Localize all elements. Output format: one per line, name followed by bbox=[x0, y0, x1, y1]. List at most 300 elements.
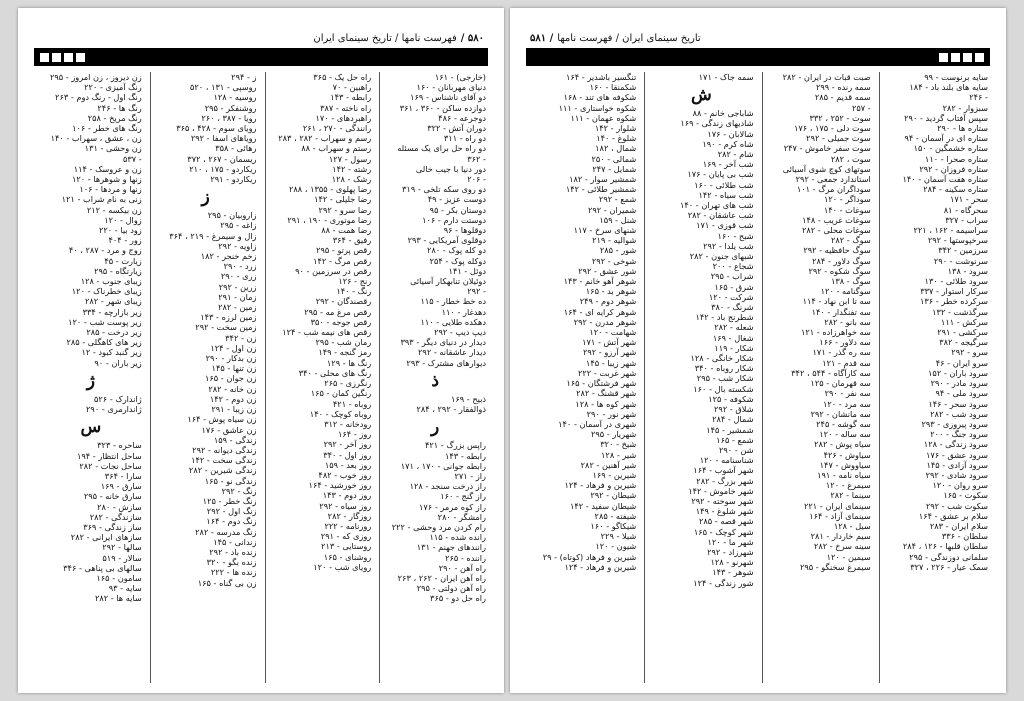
index-entry: رضا سرو - ۲۹۲ bbox=[318, 204, 372, 215]
index-entry: سیمین - ۱۲۰ bbox=[826, 551, 871, 562]
index-entry: راپس بزرگ - ۴۲۱ bbox=[425, 440, 486, 451]
index-entry: سوداگران مرگ - ۱۰۱ bbox=[796, 184, 871, 195]
index-entry: زن ، عشق ، سهراب - ۱۴۰ bbox=[50, 133, 142, 144]
index-entry: راز گنج - ۱۶۰ bbox=[440, 491, 486, 502]
index-entry: شوهر بد - ۱۶۵ bbox=[585, 286, 637, 297]
index-entry: زخم خنجر - ۱۸۲ bbox=[200, 251, 257, 262]
index-entry: سازهای ایرانی - ۲۸۲ bbox=[70, 532, 142, 543]
index-entry: زنگ اول - ۲۹۲ bbox=[206, 506, 257, 517]
index-entry: ساحل نجات - ۲۸۲ bbox=[79, 460, 142, 471]
index-entry: ذبیح - ۱۶۹ bbox=[450, 393, 486, 404]
index-entry: سوگ شکوه - ۲۹۲ bbox=[808, 265, 871, 276]
index-entry: سرکش - ۱۱۱ bbox=[940, 316, 988, 327]
index-entry: دوازده ساکن - ۳۶۰ ، ۳۶۱ bbox=[399, 102, 486, 113]
index-entry: سوگ حافظیه - ۲۹۲ bbox=[803, 245, 871, 256]
index-entry: رنج - ۱۲۶ bbox=[338, 276, 372, 287]
index-entry: زوال - ۱۲۰ bbox=[104, 214, 142, 225]
index-entry: دوقلوی آمریکایی - ۲۹۳ bbox=[407, 235, 486, 246]
index-entry: ریکاردو - ۱۷۵ ، ۲۱۰ bbox=[189, 163, 257, 174]
index-entry: زن دوم - ۱۴۲ bbox=[209, 393, 257, 404]
index-entry: رابطه جوانی - ۱۷۰ ، ۱۷۱ bbox=[400, 460, 486, 471]
index-entry: دو روی سکه تلخی - ۳۱۹ bbox=[402, 184, 486, 195]
index-entry: سینه سرخ - ۲۸۲ bbox=[813, 541, 871, 552]
index-entry: روباه - ۴۲۱ bbox=[332, 398, 372, 409]
index-entry: شهر بزرگ - ۲۸۲ bbox=[696, 475, 754, 486]
index-entry: شبح - ۱۶۰ bbox=[717, 230, 754, 241]
index-entry: راهبین - ۷۰ bbox=[332, 82, 372, 93]
letter-heading: ش bbox=[690, 85, 712, 106]
index-entry: شعله - ۲۸۲ bbox=[714, 322, 754, 333]
index-entry: سه قهرمان - ۱۲۵ bbox=[810, 378, 871, 389]
index-entry: سلطان - ۳۳۶ bbox=[941, 531, 988, 542]
index-entry: شرکت - ۱۲۰ bbox=[708, 291, 754, 302]
index-columns bbox=[36, 72, 486, 683]
index-entry: شهامت - ۱۲۰ bbox=[589, 327, 637, 338]
index-entry: رقص جوجه - ۳۵۰ bbox=[310, 316, 372, 327]
index-entry: سه خواهرزاده - ۱۲۱ bbox=[800, 327, 871, 338]
index-entry: زن بی گناه - ۱۶۵ bbox=[197, 577, 257, 588]
index-entry: سمه جاک - ۱۷۱ bbox=[698, 72, 754, 82]
index-entry: سارق - ۱۶۹ bbox=[100, 481, 142, 492]
index-entry: زن جوان - ۱۶۵ bbox=[204, 373, 257, 384]
index-entry: ساز زندگی - ۳۶۹ bbox=[83, 521, 142, 532]
index-entry: سلام بر عشق - ۱۶۴ bbox=[918, 510, 988, 521]
index-entry: شهر فرشتگان - ۱۶۵ bbox=[566, 378, 637, 389]
index-entry: سرود مادر - ۲۹۰ bbox=[930, 378, 988, 389]
index-entry: سرود سحر - ۱۴۶ bbox=[928, 398, 988, 409]
index-entry: شهر کوه ها - ۱۲۸ bbox=[575, 398, 637, 409]
index-entry: سه تفنگدار - ۱۴۰ bbox=[811, 306, 871, 317]
index-entry: شب سیاه - ۱۴۲ bbox=[698, 189, 754, 200]
index-entry: شب قوزی - ۱۷۱ bbox=[696, 220, 754, 231]
index-entry: رمز گنجه - ۱۴۹ bbox=[318, 347, 372, 358]
letter-heading: ژ bbox=[86, 370, 95, 391]
index-entry: سیاه پوش - ۲۸۲ bbox=[814, 439, 871, 450]
index-entry: رانندگی - ۲۷۰ ، ۲۶۱ bbox=[302, 123, 372, 134]
page-number: ۵۸۰ / bbox=[460, 32, 484, 44]
index-entry: سبزوار - ۲۸۲ bbox=[942, 102, 988, 113]
index-entry: زن عاشق - ۱۷۶ bbox=[201, 424, 257, 435]
index-entry: شاه کرم - ۱۹۰ bbox=[702, 138, 754, 149]
index-entry: زیر درخت - ۲۸۵ bbox=[86, 327, 142, 338]
index-entry: سه مرد - ۱۲۰ bbox=[822, 398, 871, 409]
index-entry: روشنای - ۱۶۵ bbox=[323, 551, 372, 562]
index-entry: شکسته بال - ۱۶۰ bbox=[693, 383, 754, 394]
index-entry: ستاره ها - ۲۹۰ bbox=[937, 123, 988, 134]
index-entry: ستاره ای در آسمان - ۹۴ bbox=[904, 133, 988, 144]
index-entry: رنگین کمان - ۱۶۵ bbox=[310, 388, 372, 399]
index-entry: رهائی - ۳۵۸ bbox=[215, 143, 257, 154]
index-entry: روسپی - ۱۳۱ ، ۵۲۰ bbox=[190, 82, 257, 93]
index-entry: شب عاشقان - ۲۸۲ bbox=[687, 210, 754, 221]
index-entry: ستاره خشمگین - ۱۵۰ bbox=[913, 143, 988, 154]
letter-heading: ذ bbox=[431, 370, 439, 391]
index-entry: زنگ - ۲۹۲ bbox=[221, 485, 257, 496]
index-entry: سحر - ۱۷۱ bbox=[949, 194, 988, 205]
index-entry: زن تنها - ۱۴۵ bbox=[211, 363, 257, 374]
index-entry: سرود شب - ۲۸۲ bbox=[930, 408, 988, 419]
index-entry: ز - ۲۹۴ bbox=[231, 72, 257, 82]
index-entry: شلوغ - ۱۴۰ bbox=[596, 133, 637, 144]
index-entry: شکوفه - ۱۲۵ bbox=[708, 393, 754, 404]
index-entry: دیدار عاشقانه - ۲۹۲ bbox=[418, 347, 486, 358]
index-entry: شطرنج باد - ۱۴۲ bbox=[695, 312, 754, 323]
bar-square bbox=[939, 53, 948, 62]
header-bar bbox=[34, 48, 488, 66]
index-entry: دو راه حل برای یک مسئله bbox=[397, 143, 486, 154]
index-entry: زری - ۲۹۰ bbox=[220, 271, 257, 282]
index-entry: زیر های کاهگلی - ۲۸۵ bbox=[66, 337, 142, 348]
index-entry: - ۲۵۷ bbox=[851, 102, 871, 113]
index-entry: سوغات - ۱۴۰ bbox=[823, 204, 871, 215]
index-entry: رویای شب - ۱۲۰ bbox=[313, 561, 372, 572]
index-entry: شیر آهنین - ۲۸۲ bbox=[580, 459, 637, 470]
index-entry: شمال - ۲۸۴ bbox=[712, 414, 754, 425]
index-entry: دور دنیا با جیب خالی bbox=[415, 163, 486, 174]
index-entry: سرود - ۱۳۸ bbox=[947, 265, 988, 276]
index-entry: شوهر دوم - ۲۴۹ bbox=[579, 296, 637, 307]
index-entry: شناسنامه - ۱۲۰ bbox=[699, 455, 754, 466]
index-entry: راز درخت سنجد - ۱۲۸ bbox=[409, 481, 486, 492]
index-column bbox=[379, 72, 486, 683]
index-entry: شیطان سفید - ۱۴۲ bbox=[569, 500, 637, 511]
index-entry: شلاق - ۲۹۲ bbox=[714, 404, 754, 415]
index-column bbox=[150, 72, 257, 683]
index-entry: سرگیجه - ۳۸۲ bbox=[939, 337, 988, 348]
index-entry: سیمرغ سخنگو - ۲۹۵ bbox=[799, 561, 871, 572]
index-entry: زندگی - ۱۵۹ bbox=[213, 434, 257, 445]
index-entry: سرزمین - ۳۴۲ bbox=[938, 245, 988, 256]
index-entry: شیخ - ۳۲۰ bbox=[600, 439, 637, 450]
index-entry: رنگ اول - رنگ دوم - ۲۶۳ bbox=[55, 92, 142, 103]
index-entry: سرکار استوار - ۳۳۷ bbox=[920, 286, 988, 297]
index-entry: راه آهن ایران - ۲۶۲ ، ۲۶۳ bbox=[397, 572, 486, 583]
index-entry: زن زیبا - ۲۹۱ bbox=[211, 404, 257, 415]
index-entry: سیاوش - ۴۲۶ bbox=[823, 449, 871, 460]
index-entry: شمشیر سوار - ۱۸۲ bbox=[569, 174, 637, 185]
index-entry: شکوه خواستاری - ۱۱۱ bbox=[558, 102, 637, 113]
index-entry: شوالیه - ۲۱۹ bbox=[592, 235, 637, 246]
index-entry: شب بی پایان - ۱۷۶ bbox=[687, 169, 754, 180]
index-entry: سامون - ۱۶۵ bbox=[96, 572, 142, 583]
index-entry: دوران آتش - ۳۲۲ bbox=[427, 123, 486, 134]
index-entry: رنگ مریخ - ۲۵۸ bbox=[87, 112, 142, 123]
index-entry: دوئل - ۱۴۱ bbox=[448, 265, 486, 276]
index-entry: زندگی دیوانه - ۲۹۲ bbox=[192, 444, 257, 455]
index-entry: سیاه نامه - ۱۹۱ bbox=[817, 469, 871, 480]
page-header bbox=[530, 30, 986, 46]
index-entry: رقص پرتو - ۲۹۵ bbox=[316, 245, 372, 256]
index-entry: شب های تهران - ۱۴۰ bbox=[679, 200, 754, 211]
index-column bbox=[528, 72, 636, 683]
index-entry: رقص مرگ - ۱۴۲ bbox=[313, 255, 372, 266]
right-page bbox=[510, 8, 1006, 693]
index-entry: دوقلوها - ۹۶ bbox=[443, 225, 486, 236]
index-entry: شب طلائی - ۱۶۰ bbox=[694, 179, 754, 190]
index-entry: سوغات غریب - ۱۴۸ bbox=[802, 214, 871, 225]
index-entry: ساحره - ۳۲۳ bbox=[97, 440, 142, 451]
index-entry: زنها و شوهرها - ۱۲۰ bbox=[71, 174, 142, 185]
index-entry: زندانی - ۱۴۵ bbox=[213, 536, 257, 547]
index-entry: سایه برنوست - ۹۹ bbox=[924, 72, 988, 82]
index-entry: سوت سفر خاموش - ۲۴۷ bbox=[783, 143, 871, 154]
index-entry: شالابان - ۱۷۶ bbox=[707, 128, 754, 139]
index-entry: روز بعد - ۱۵۹ bbox=[324, 459, 372, 470]
index-entry: سلطان قلبها - ۱۲۶ ، ۲۸۴ bbox=[902, 541, 988, 552]
index-entry: رنگ های خطر - ۱۰۶ bbox=[72, 123, 142, 134]
index-entry: زنده ها - ۲۲۲ bbox=[210, 567, 257, 578]
index-entry: رانندهای جهنم - ۱۳۱ bbox=[416, 542, 486, 553]
index-entry: ستاره فروزان - ۲۹۲ bbox=[919, 163, 988, 174]
index-entry: سراسیمه - ۱۶۲ ، ۲۲۱ bbox=[913, 225, 988, 236]
index-entry: سرود زندگی - ۱۲۸ bbox=[923, 439, 988, 450]
index-entry: سوت دلی - ۱۷۵ ، ۱۷۶ bbox=[793, 123, 871, 134]
index-entry: دهکده طلایی - ۱۱۰ bbox=[420, 316, 486, 327]
index-entry: زاغه - ۲۹۵ bbox=[220, 220, 257, 231]
index-entry: دوستت دارم - ۱۰۶ bbox=[422, 214, 486, 225]
index-entry: راه حل یک - ۳۶۵ bbox=[313, 72, 372, 82]
index-entry: شهر سوخته - ۲۹۲ bbox=[691, 495, 754, 506]
bar-square bbox=[951, 53, 960, 62]
index-entry: شمالی - ۲۵۰ bbox=[591, 153, 637, 164]
index-entry: شکوفه های تند - ۱۶۸ bbox=[563, 92, 637, 103]
index-entry: روز دوم - ۱۴۳ bbox=[322, 490, 372, 501]
index-entry: رضا موتوری - ۱۹۰ ، ۲۹۱ bbox=[287, 214, 372, 225]
index-entry: سه قدم - ۱۲۱ bbox=[822, 357, 871, 368]
index-entry: سرو ایران - ۴۶ bbox=[935, 357, 988, 368]
index-entry: رشک - ۱۲۸ bbox=[331, 174, 372, 185]
index-column bbox=[879, 72, 988, 683]
index-entry: رویا - ۳۸۷ ، ۲۶۰ bbox=[201, 112, 257, 123]
index-entry: سیمرغ - ۱۲۰ bbox=[825, 480, 871, 491]
index-entry: دو آقای ناشناس - ۱۶۹ bbox=[410, 92, 486, 103]
index-entry: شهرنو - ۱۲۸ bbox=[710, 557, 754, 568]
index-entry: رویاهای اسفا - ۲۹۲ bbox=[190, 133, 257, 144]
index-entry: شن - ۲۹۰ bbox=[719, 444, 754, 455]
index-entry: سرکشی - ۲۹۱ bbox=[937, 327, 988, 338]
index-entry: زنده بگو - ۳۲۰ bbox=[206, 557, 257, 568]
index-entry: شهری در آسمان - ۱۴۰ bbox=[558, 418, 637, 429]
letter-heading: ز bbox=[201, 187, 210, 208]
index-entry: رابطه - ۱۴۳ bbox=[445, 450, 486, 461]
index-entry: سه بانو - ۲۸۲ bbox=[824, 316, 871, 327]
index-entry: شب یلدا - ۲۹۲ bbox=[703, 240, 754, 251]
index-entry: رنگ ها - ۱۲۹ bbox=[326, 357, 372, 368]
index-entry: ریسمان - ۲۶۷ ، ۳۷۲ bbox=[187, 153, 257, 164]
index-entry: زنی به نام شراب - ۱۲۱ bbox=[61, 194, 142, 205]
index-entry: شهر زیبا - ۱۴۵ bbox=[585, 357, 637, 368]
index-entry: شیر - ۱۲۸ bbox=[601, 449, 637, 460]
index-entry: شهر ما - ۱۲۰ bbox=[707, 536, 754, 547]
index-entry: رنگ های محلی - ۳۴۰ bbox=[298, 367, 372, 378]
index-entry: رشته - ۱۴۲ bbox=[332, 163, 372, 174]
index-entry: - ۵۳۷ bbox=[122, 153, 142, 164]
index-entry: سرود طلائی - ۱۳۰ bbox=[924, 276, 988, 287]
index-entry: سوگنامه - ۱۲۰ bbox=[820, 286, 871, 297]
index-entry: روستایی - ۲۱۳ bbox=[321, 541, 372, 552]
index-entry: شیرین و فرهاد - ۱۲۴ bbox=[564, 561, 637, 572]
index-entry: شهرزاد - ۲۹۲ bbox=[707, 546, 754, 557]
index-entry: زال و سیمرغ - ۲۱۹ ، ۳۶۴ bbox=[169, 230, 257, 241]
index-entry: ساحل انتظار - ۱۹۴ bbox=[76, 450, 142, 461]
index-entry: سرود عشق - ۱۷۶ bbox=[926, 449, 988, 460]
index-entry: شکار - ۱۱۹ bbox=[714, 342, 754, 353]
index-entry: رودخانه - ۳۱۲ bbox=[324, 418, 372, 429]
index-entry: شیون - ۱۲۰ bbox=[595, 541, 637, 552]
index-entry: زیبای جنوب - ۱۲۸ bbox=[80, 276, 142, 287]
index-entry: دنیای مهربانان - ۱۶۰ bbox=[416, 82, 486, 93]
index-entry: شغال - ۱۶۹ bbox=[712, 332, 754, 343]
index-entry: دوئیلان تنابهکار آسیائی bbox=[410, 276, 486, 287]
index-entry: شنهای سرخ - ۱۱۷ bbox=[573, 225, 637, 236]
index-entry: شلوار - ۱۴۲ bbox=[594, 123, 637, 134]
index-entry: روزگار - ۲۸۲ bbox=[327, 510, 372, 521]
index-entry: سلمانی دوزندگی - ۲۹۵ bbox=[909, 551, 988, 562]
index-entry: سرود جنگ - ۲۰۰ bbox=[930, 429, 988, 440]
index-entry: (خارجی) - ۱۶۱ bbox=[434, 72, 486, 82]
index-entry: زیبای خطرناک - ۱۲۰ bbox=[71, 286, 142, 297]
index-entry: شهریار - ۲۹۵ bbox=[591, 429, 637, 440]
index-entry: زمین - ۲۸۲ bbox=[218, 302, 257, 313]
index-entry: سوداگر - ۱۲۰ bbox=[823, 194, 871, 205]
index-entry: رنگرزی - ۲۶۵ bbox=[324, 378, 372, 389]
bar-square bbox=[52, 53, 61, 62]
index-entry: سوگ دلاور - ۲۸۴ bbox=[812, 255, 871, 266]
index-entry: زن بیکسه - ۲۱۲ bbox=[86, 204, 142, 215]
index-entry: رقص مرغ مه - ۲۹۵ bbox=[304, 306, 372, 317]
index-entry: رنگ آمیزی - ۲۲۰ bbox=[84, 82, 142, 93]
header-bar bbox=[526, 48, 990, 66]
index-entry: زیر باران - ۹۰ bbox=[94, 357, 142, 368]
index-entry: زیر گنبد کبود - ۱۲ bbox=[81, 347, 142, 358]
index-entry: شمیران - ۲۹۲ bbox=[588, 204, 637, 215]
index-entry: سرکرده خطر - ۱۳۶ bbox=[920, 296, 988, 307]
index-entry: شهر قصه - ۲۸۵ bbox=[698, 516, 754, 527]
index-entry: راننده - ۲۶۵ bbox=[445, 552, 486, 563]
index-entry: سه تا ابن نهاد - ۱۱۴ bbox=[802, 296, 871, 307]
index-entry: رابطه - ۱۴۳ bbox=[330, 92, 372, 103]
index-entry: سوگ - ۱۳۸ bbox=[830, 276, 871, 287]
index-entry: شمشیر - ۱۴۵ bbox=[706, 424, 754, 435]
index-entry: شوهر آهو خانم - ۱۴۳ bbox=[563, 276, 637, 287]
index-entry: زوج و مرد - ۲۸۷ ، ۴۰ bbox=[68, 245, 142, 256]
index-entry: دیوارهای مشترک - ۲۹۳ bbox=[406, 357, 486, 368]
index-entry: دو کله پوک - ۲۸۰ bbox=[426, 245, 486, 256]
left-page bbox=[18, 8, 504, 693]
index-entry: سالها - ۲۹۲ bbox=[102, 542, 142, 553]
index-entry: سرو - ۲۹۲ bbox=[951, 347, 988, 358]
index-entry: سارا - ۳۶۴ bbox=[104, 470, 142, 481]
index-entry: زیارتگاه - ۲۹۵ bbox=[94, 265, 142, 276]
running-title: تاریخ سینمای ایران / فهرست نامها bbox=[557, 32, 701, 44]
index-entry: شبهای جنون - ۲۸۲ bbox=[689, 251, 754, 262]
index-entry: زیر پوست شب - ۱۲۰ bbox=[68, 316, 142, 327]
index-entry: زن بدکار - ۲۹۰ bbox=[205, 353, 257, 364]
index-entry: شهر خاموش - ۱۴۲ bbox=[688, 485, 754, 496]
index-entry: سمک عیار - ۲۲۶ ، ۳۲۷ bbox=[910, 561, 988, 572]
index-entry: شهر غربت - ۲۲۲ bbox=[578, 367, 637, 378]
index-entry: سازندگی - ۲۸۲ bbox=[89, 511, 142, 522]
index-entry: راه ناخته - ۳۸۷ bbox=[320, 102, 372, 113]
index-entry: زنده باد - ۲۹۲ bbox=[209, 546, 257, 557]
index-entry: زیبای شهر - ۲۸۲ bbox=[85, 296, 142, 307]
index-entry: شیکاگو - ۱۶۰ bbox=[590, 520, 637, 531]
index-entry: - ۲۰۶ bbox=[467, 174, 486, 185]
index-entry: زاروبیان - ۲۹۵ bbox=[207, 210, 257, 221]
index-entry: شکار شب - ۲۹۵ bbox=[696, 373, 754, 384]
index-entry: سازش - ۲۸۰ bbox=[97, 501, 142, 512]
index-entry: راه آهن دولتی - ۲۹۵ bbox=[416, 583, 486, 594]
index-entry: دوستان بکر - ۹۵ bbox=[429, 204, 486, 215]
index-entry: شیرین و فرهاد - ۱۲۴ bbox=[564, 480, 637, 491]
index-entry: شکار روباه - ۳۴۰ bbox=[694, 363, 754, 374]
index-entry: شکوه عهمان - ۱۱۱ bbox=[570, 112, 637, 123]
bar-square bbox=[40, 53, 49, 62]
index-entry: روباه کوچک - ۱۴۰ bbox=[309, 408, 372, 419]
index-entry: سیاووش - ۱۴۷ bbox=[819, 459, 871, 470]
index-entry: استاندارد جمعی - ۲۹۲ bbox=[795, 174, 871, 185]
index-entry: سحرگاه - ۸۱ bbox=[943, 204, 988, 215]
index-entry: زن خانه - ۲۸۲ bbox=[208, 383, 257, 394]
index-entry: دیپ دیپ - ۲۹۲ bbox=[434, 327, 486, 338]
index-entry: راه آهن - ۲۹۰ bbox=[438, 562, 486, 573]
index-entry: زندگی شیرین - ۲۸۲ bbox=[188, 465, 257, 476]
index-entry: سراب - ۳۲۷ bbox=[945, 214, 988, 225]
index-entry: - ۲۹۲ bbox=[467, 286, 486, 297]
bar-square bbox=[963, 53, 972, 62]
index-entry: زمان - ۲۹۱ bbox=[218, 291, 257, 302]
index-entry: رنگ ها - ۲۴۶ bbox=[97, 102, 142, 113]
index-entry: سه دلاور - ۱۶۶ bbox=[819, 337, 871, 348]
index-entry: رفیق - ۳۶۴ bbox=[332, 235, 372, 246]
index-entry: سوغات محلی - ۲۸۲ bbox=[802, 225, 871, 236]
index-entry: شب آخر - ۱۶۹ bbox=[702, 159, 754, 170]
index-entry: ریکاردو - ۲۹۱ bbox=[210, 174, 257, 185]
index-entry: ژاندارمری - ۲۹۰ bbox=[86, 404, 142, 415]
index-entry: شرق - ۱۶۵ bbox=[714, 281, 754, 292]
index-entry: روز سیاه - ۲۹۲ bbox=[319, 500, 372, 511]
index-entry: زیر بازارچه - ۳۳۴ bbox=[82, 306, 142, 317]
index-entry: رسول - ۱۲۷ bbox=[328, 153, 372, 164]
index-entry: صبت قبات در ایران - ۲۸۲ bbox=[782, 72, 871, 82]
index-entry: روز خورشید - ۱۶۴ bbox=[308, 480, 372, 491]
index-entry: سمه قدیم - ۲۸۵ bbox=[814, 92, 871, 103]
index-entry: رقص های نیمه شب - ۱۲۴ bbox=[282, 327, 372, 338]
index-entry: زنگ مدرسه - ۲۸۲ bbox=[195, 526, 257, 537]
index-entry: زاویه - ۲۹۲ bbox=[218, 240, 257, 251]
page-header bbox=[38, 30, 484, 46]
index-entry: شهر آرزو - ۲۹۲ bbox=[582, 347, 637, 358]
index-entry: زور - ۴۰۴ bbox=[108, 235, 142, 246]
index-entry: شور - ۲۸۵ bbox=[599, 245, 637, 256]
index-entry: سمه رنده - ۲۹۹ bbox=[815, 82, 871, 93]
index-entry: سالار - ۵۱۹ bbox=[102, 552, 142, 563]
index-entry: سه نفر - ۲۹۰ bbox=[824, 388, 871, 399]
index-entry: روسیه - ۱۲۸ bbox=[213, 92, 257, 103]
index-entry: ستاره صحرا - ۱۱۰ bbox=[924, 153, 988, 164]
index-entry: زرین - ۲۹۲ bbox=[218, 281, 257, 292]
index-entry: سه مانشان - ۲۹۲ bbox=[810, 408, 871, 419]
index-entry: سکوت شب - ۲۹۲ bbox=[925, 500, 988, 511]
index-entry: روشنفکر - ۲۹۵ bbox=[204, 102, 257, 113]
index-entry: شمع - ۱۶۵ bbox=[716, 434, 754, 445]
letter-heading: س bbox=[80, 417, 102, 438]
index-entry: سوگ - ۲۸۲ bbox=[830, 235, 871, 246]
index-entry: زرد - ۲۹۰ bbox=[223, 261, 257, 272]
index-entry: رضا جلیلی - ۱۴۲ bbox=[314, 194, 372, 205]
index-column bbox=[265, 72, 372, 683]
index-entry: سیم خاردار - ۲۸۱ bbox=[810, 531, 871, 542]
